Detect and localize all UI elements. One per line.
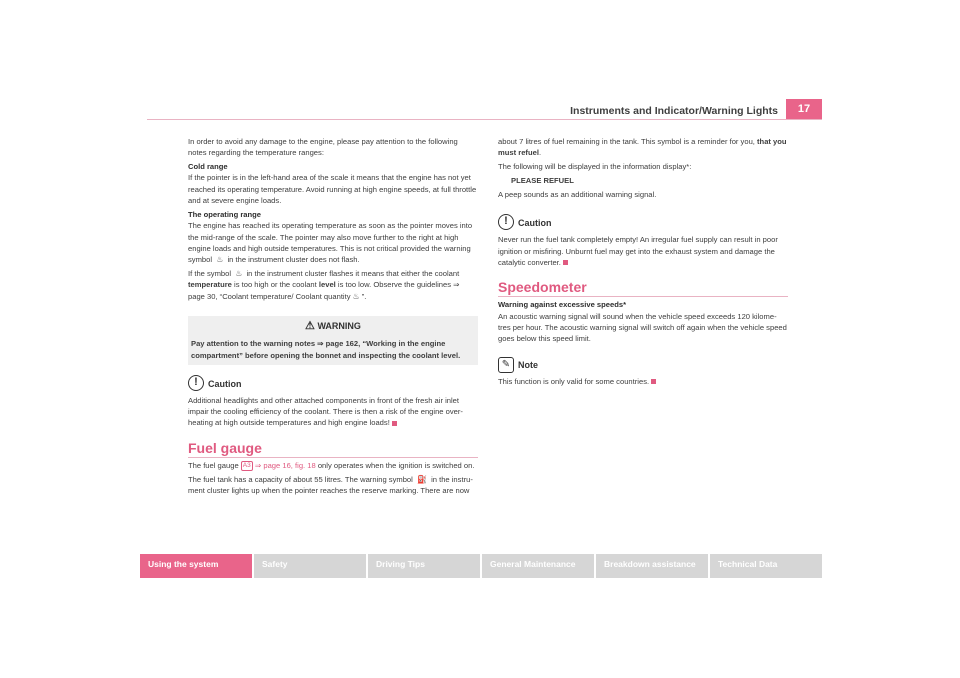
warning-body: Pay attention to the warning notes ⇒ page 162, “Working in the engine compartment” before opening the bonnet and inspecting the coolant level. xyxy=(191,339,461,360)
fuel-reserve-text: about 7 litres of fuel remaining in the tank. This symbol is a reminder for you, that you must refuel. xyxy=(498,137,787,158)
operating-range-text: The engine has reached its operating temperature as soon as the pointer moves into the mid-range of the scale. The pointer may also move further to the right at high engine loads and high outside temperatures. This is not critical provided the warning symbol ♨ in the instrument cluster does not flash. xyxy=(188,221,473,265)
section-end-marker xyxy=(392,421,397,426)
fuel-gauge-figure-link[interactable]: ⇒ page 16, fig. 18 xyxy=(254,461,316,471)
tab-general-maintenance[interactable]: General Maintenance xyxy=(482,554,594,578)
header-title: Instruments and Indicator/Warning Lights xyxy=(570,105,778,117)
tab-safety[interactable]: Safety xyxy=(254,554,366,578)
note-icon: ✎ xyxy=(498,357,514,373)
section-end-marker xyxy=(563,260,568,265)
tab-breakdown-assistance[interactable]: Breakdown assistance xyxy=(596,554,708,578)
intro-text: In order to avoid any damage to the engine, please pay attention to the following notes regarding the temperature ranges: xyxy=(188,137,458,158)
footer-nav xyxy=(140,554,822,578)
cold-range-text: If the pointer is in the left-hand area of the scale it means that the engine has not yet reached its operating temperature. Avoid running at high engine speeds, at full throttle and at severe engine loads. xyxy=(188,173,477,206)
coolant-symbol-text: If the symbol ♨ in the instrument cluster flashes it means that either the coolant temperature is too high or the coolant level is too low. Observe the guidelines ⇒ page 30, “Coolant temperature/ Coolant quantity ♨ ”. xyxy=(188,269,460,301)
caution-heading: ! Caution xyxy=(498,214,788,230)
page-number: 17 xyxy=(786,99,822,120)
fuel-pump-icon: ⛽ xyxy=(416,474,427,484)
tab-using-the-system[interactable]: Using the system xyxy=(140,554,252,578)
speed-warning-subheading: Warning against excessive speeds* xyxy=(498,300,627,310)
note-heading: ✎ Note xyxy=(498,357,788,373)
caution-icon: ! xyxy=(188,375,204,391)
figure-callout-badge: A3 xyxy=(242,462,251,470)
coolant-temperature-icon: ♨ xyxy=(235,269,243,279)
caution-icon: ! xyxy=(498,214,514,230)
fuel-gauge-text: The fuel gauge A3 ⇒ page 16, fig. 18 only operates when the ignition is switched on. xyxy=(188,461,475,471)
display-info-text: The following will be displayed in the information display*: xyxy=(498,162,692,172)
tab-technical-data[interactable]: Technical Data xyxy=(710,554,822,578)
coolant-page-reference[interactable]: ⇒ page 30, “Coolant temperature/ Coolant quantity xyxy=(188,280,460,301)
caution-heading: ! Caution xyxy=(188,375,478,391)
right-column xyxy=(498,136,788,390)
note-body: This function is only valid for some countries. xyxy=(498,376,788,387)
section-end-marker xyxy=(651,379,656,384)
fuel-caution-body: Never run the fuel tank completely empty! An irregular fuel supply can result in poor ignition or misfiring. Unburnt fuel may get into the exhaust system and damage the catalytic converter. xyxy=(498,235,778,267)
tab-driving-tips[interactable]: Driving Tips xyxy=(368,554,480,578)
coolant-temperature-icon: ♨ xyxy=(216,255,224,265)
warning-triangle-icon: ⚠ xyxy=(305,319,315,332)
cold-range-heading: Cold range xyxy=(188,162,228,172)
operating-range-heading: The operating range xyxy=(188,209,261,219)
coolant-temperature-icon: ♨ xyxy=(352,291,360,301)
peep-text: A peep sounds as an additional warning signal. xyxy=(498,189,657,199)
warning-box xyxy=(188,316,478,365)
header-rule xyxy=(147,119,822,120)
warning-title: ⚠ WARNING xyxy=(305,319,361,332)
fuel-capacity-text: The fuel tank has a capacity of about 55 litres. The warning symbol ⛽ in the instru-ment cluster lights up when the pointer reaches the reserve marking. There are now xyxy=(188,474,473,496)
left-column xyxy=(188,136,478,499)
speedometer-heading: Speedometer xyxy=(498,282,788,297)
speed-warning-text: An acoustic warning signal will sound when the vehicle speed exceeds 120 kilome-tres per hour. The acoustic warning signal will switch off again when the vehicle speed goes below this speed limit. xyxy=(498,311,787,344)
refuel-message: PLEASE REFUEL xyxy=(511,176,574,186)
fuel-gauge-heading: Fuel gauge xyxy=(188,443,478,458)
caution-body: Additional headlights and other attached components in front of the fresh air inlet impair the cooling efficiency of the coolant. There is then a risk of the engine over-heating at high outside temperatures and high engine loads! xyxy=(188,395,463,428)
